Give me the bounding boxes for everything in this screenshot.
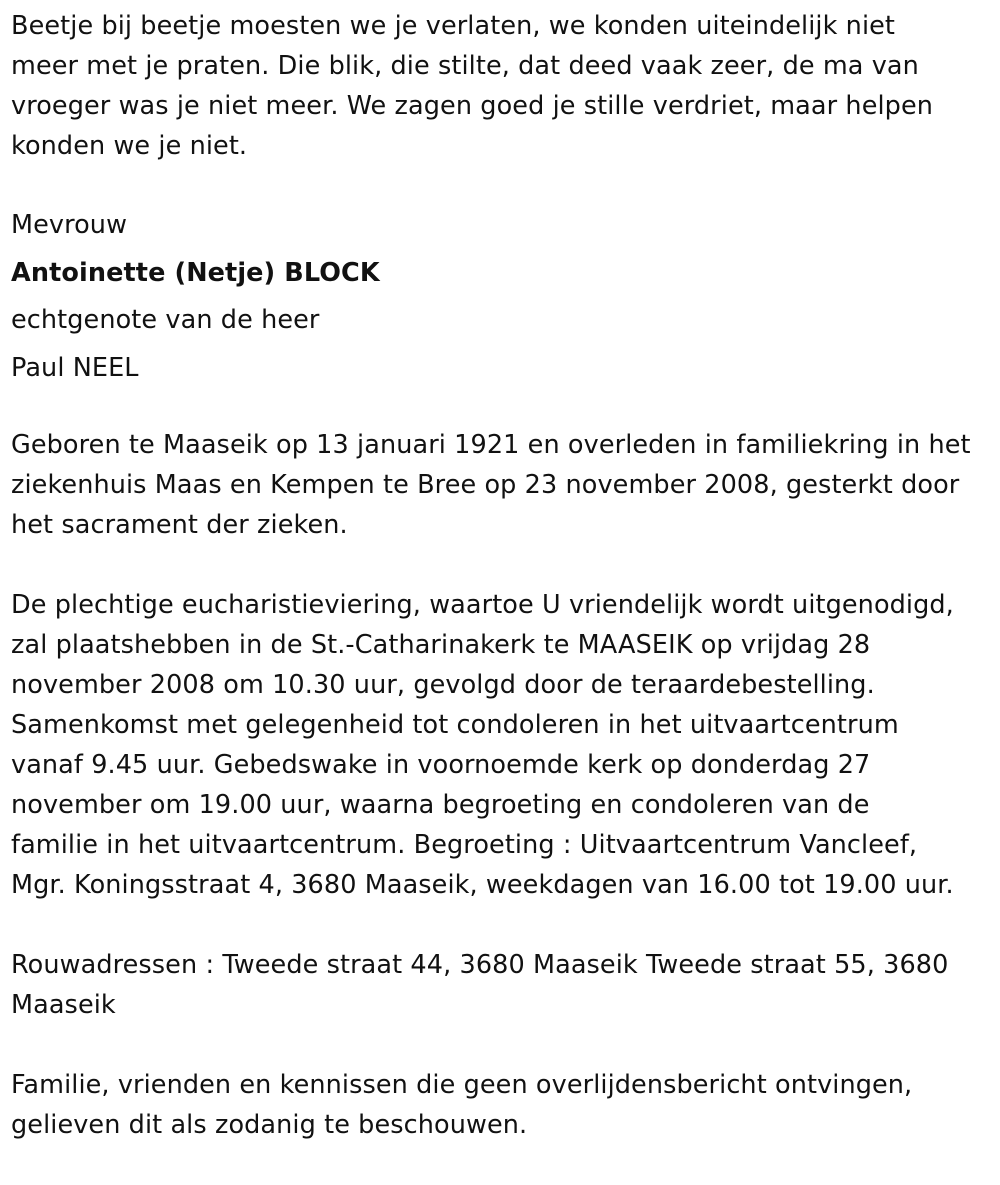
intro-line: Beetje bij beetje moesten we je verlaten, we konden uiteindelijk niet [11, 11, 896, 41]
intro-paragraph [11, 6, 996, 166]
salutation: Mevrouw [11, 210, 128, 240]
ceremony-line: zal plaatshebben in de St.-Catharinakerk te MAASEIK op vrijdag 28 [11, 630, 871, 660]
person-block [11, 202, 996, 392]
ceremony-line: De plechtige eucharistieviering, waartoe U vriendelijk wordt uitgenodigd, [11, 590, 954, 620]
ceremony-line: Mgr. Koningsstraat 4, 3680 Maaseik, weekdagen van 16.00 tot 19.00 uur. [11, 870, 954, 900]
closing-line: Familie, vrienden en kennissen die geen overlijdensbericht ontvingen, [11, 1070, 913, 1100]
birth-death-line: Geboren te Maaseik op 13 januari 1921 en overleden in familiekring in het [11, 430, 971, 460]
intro-line: konden we je niet. [11, 131, 248, 161]
ceremony-line: familie in het uitvaartcentrum. Begroeting : Uitvaartcentrum Vancleef, [11, 830, 918, 860]
obituary-document [11, 6, 996, 1185]
closing-paragraph [11, 1065, 996, 1145]
intro-line: vroeger was je niet meer. We zagen goed je stille verdriet, maar helpen [11, 91, 933, 121]
addresses-line: Rouwadressen : Tweede straat 44, 3680 Maaseik Tweede straat 55, 3680 [11, 950, 949, 980]
intro-line: meer met je praten. Die blik, die stilte, dat deed vaak zeer, de ma van [11, 51, 919, 81]
closing-line: gelieven dit als zodanig te beschouwen. [11, 1110, 528, 1140]
birth-death-line: het sacrament der zieken. [11, 510, 348, 540]
ceremony-line: november om 19.00 uur, waarna begroeting en condoleren van de [11, 790, 870, 820]
deceased-name: Antoinette (Netje) BLOCK [11, 257, 380, 288]
birth-death-paragraph [11, 425, 996, 545]
addresses-line: Maaseik [11, 990, 116, 1020]
birth-death-line: ziekenhuis Maas en Kempen te Bree op 23 november 2008, gesterkt door [11, 470, 960, 500]
spouse-name: Paul NEEL [11, 352, 139, 383]
ceremony-line: november 2008 om 10.30 uur, gevolgd door de teraardebestelling. [11, 670, 875, 700]
ceremony-paragraph [11, 585, 996, 905]
ceremony-line: vanaf 9.45 uur. Gebedswake in voornoemde kerk op donderdag 27 [11, 750, 871, 780]
ceremony-line: Samenkomst met gelegenheid tot condoleren in het uitvaartcentrum [11, 710, 899, 740]
addresses-paragraph [11, 945, 996, 1025]
relation-text: echtgenote van de heer [11, 305, 320, 335]
